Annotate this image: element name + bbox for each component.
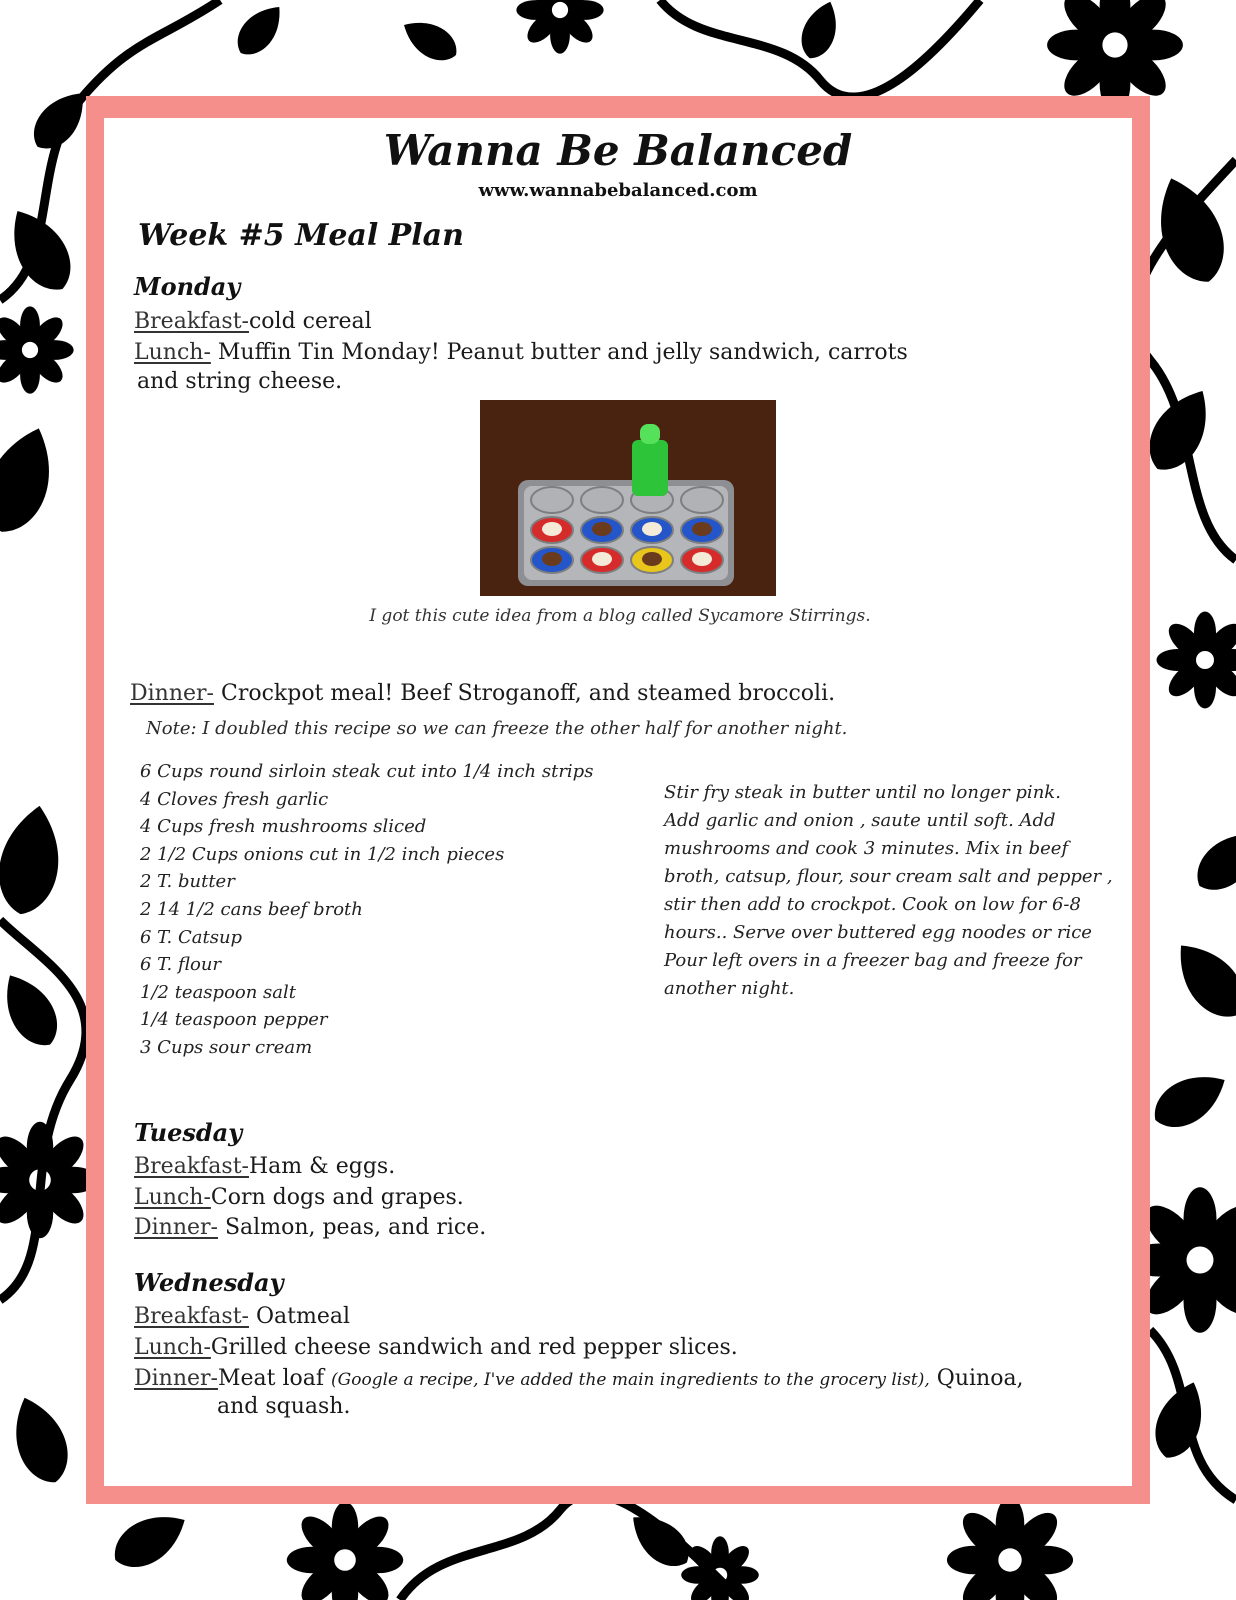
recipe-note: Note: I doubled this recipe so we can freeze the other half for another night. [146,718,848,739]
ingredient-item: 4 Cloves fresh garlic [140,788,329,810]
ingredient-list [140,758,593,1062]
instruction-line: mushrooms and cook 3 minutes. Mix in beef [664,838,1069,859]
dinner-text: Meat loaf [217,1366,332,1391]
week-title: Week #5 Meal Plan [138,218,464,253]
ingredient-item: 3 Cups sour cream [140,1036,313,1058]
tuesday-breakfast [134,1153,395,1181]
dinner-text: Salmon, peas, and rice. [224,1215,487,1240]
dinner-note: (Google a recipe, I've added the main ingredients to the grocery list), [331,1370,930,1390]
ingredient-item: 1/4 teaspoon pepper [140,1009,328,1031]
ingredient-item: 4 Cups fresh mushrooms sliced [140,816,427,838]
breakfast-label: Breakfast- [134,309,249,334]
instruction-line: broth, catsup, flour, sour cream salt and pepper , [664,866,1113,887]
wednesday-lunch [134,1334,738,1362]
monday-heading: Monday [134,272,241,301]
monday-dinner [130,680,835,708]
ingredient-item: 2 T. butter [140,871,235,893]
monday-breakfast [134,308,372,336]
instruction-line: hours.. Serve over buttered egg noodes or rice [664,922,1092,943]
lunch-text: Corn dogs and grapes. [210,1185,464,1210]
site-title: Wanna Be Balanced [383,126,853,175]
tuesday-dinner [134,1214,486,1242]
photo-caption: I got this cute idea from a blog called Sycamore Stirrings. [369,606,871,626]
tuesday-lunch [134,1184,464,1212]
monday-lunch [134,339,908,367]
dinner-text: Crockpot meal! Beef Stroganoff, and steamed broccoli. [220,681,836,706]
dinner-label: Dinner- [134,1366,218,1391]
breakfast-text: Ham & eggs. [248,1154,396,1179]
muffin-tin-photo [480,400,776,596]
wednesday-heading: Wednesday [134,1268,284,1297]
ingredient-item: 6 T. Catsup [140,926,243,948]
lunch-label: Lunch- [134,1185,211,1210]
wednesday-dinner [134,1365,1024,1394]
instruction-line: Add garlic and onion , saute until soft. Add [664,810,1056,831]
tuesday-heading: Tuesday [134,1118,243,1147]
instruction-line: Pour left overs in a freezer bag and freeze for [664,950,1082,971]
dinner-label: Dinner- [130,681,214,706]
lunch-label: Lunch- [134,1335,211,1360]
lunch-text: Grilled cheese sandwich and red pepper slices. [210,1335,738,1360]
breakfast-label: Breakfast- [134,1154,249,1179]
lunch-label: Lunch- [134,340,211,365]
wednesday-breakfast [134,1303,350,1331]
instruction-line: Stir fry steak in butter until no longer pink. [664,782,1061,803]
breakfast-text: Oatmeal [255,1304,351,1329]
instruction-line: another night. [664,978,795,999]
recipe-instructions [664,779,1134,1003]
ingredient-item: 6 Cups round sirloin steak cut into 1/4 inch strips [140,761,594,782]
dinner-label: Dinner- [134,1215,218,1240]
site-url[interactable]: www.wannabebalanced.com [478,180,758,201]
monday-lunch-cont: and string cheese. [137,369,343,394]
breakfast-label: Breakfast- [134,1304,249,1329]
breakfast-text: cold cereal [248,309,372,334]
instruction-line: stir then add to crockpot. Cook on low for 6-8 [664,894,1081,915]
ingredient-item: 2 14 1/2 cans beef broth [140,898,363,920]
dinner-text-end: Quinoa, [929,1366,1024,1391]
ingredient-item: 6 T. flour [140,954,222,976]
lunch-text: Muffin Tin Monday! Peanut butter and jelly sandwich, carrots [217,340,908,365]
wednesday-dinner-cont: and squash. [217,1394,351,1419]
ingredient-item: 2 1/2 Cups onions cut in 1/2 inch pieces [140,843,505,865]
ingredient-item: 1/2 teaspoon salt [140,981,297,1003]
